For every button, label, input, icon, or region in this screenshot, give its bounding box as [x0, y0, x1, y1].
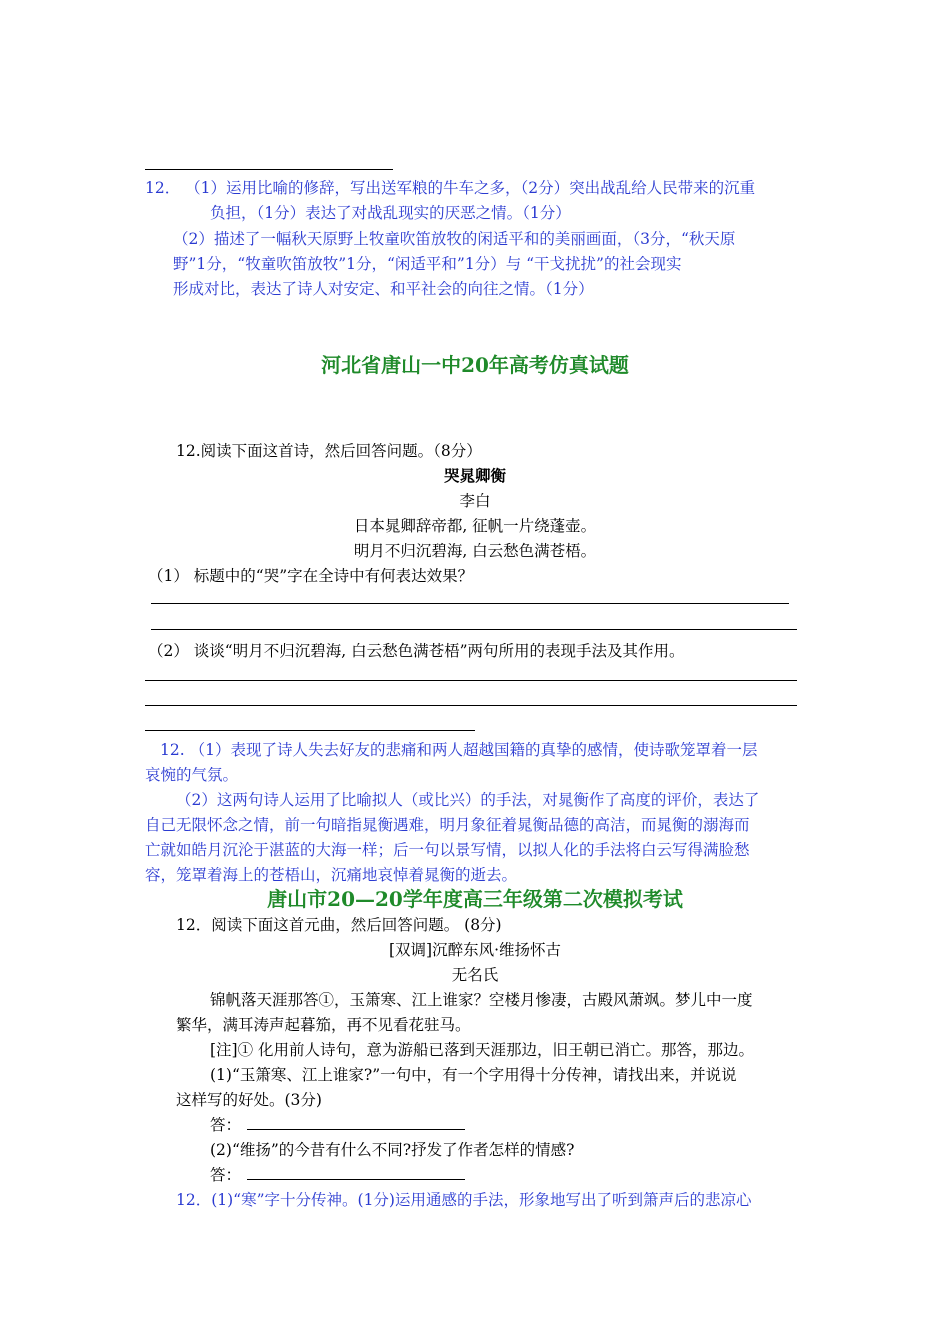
qu-author: 无名氏: [451, 966, 499, 984]
qu-title: [双调]沉醉东风·维扬怀古: [388, 941, 562, 959]
answer-label-1: 答：: [210, 1116, 242, 1134]
section-1-q2: （2） 谈谈“明月不归沉碧海, 白云愁色满苍梧”两句所用的表现手法及其作用。: [148, 642, 685, 660]
answer-2-line-6: 容，笼罩着海上的苍梧山，沉痛地哀悼着晁衡的逝去。: [145, 866, 518, 884]
footnote-rule: [145, 169, 393, 170]
answer-2-line-4: 自己无限怀念之情，前一句暗指晁衡遇难，明月象征着晁衡品德的高洁，而晁衡的溺海而: [145, 816, 750, 834]
answer-field-2[interactable]: [210, 1163, 465, 1185]
footnote-rule-2: [145, 730, 475, 731]
answer-blank-1[interactable]: [247, 1115, 465, 1130]
answer-blank-2[interactable]: [247, 1165, 465, 1180]
section-2-q2: (2)“维扬”的今昔有什么不同?抒发了作者怎样的情感?: [210, 1141, 575, 1159]
answer-label-2: 答：: [210, 1166, 242, 1184]
qu-note: [注]① 化用前人诗句，意为游船已落到天涯那边，旧王朝已消亡。那答，那边。: [210, 1041, 755, 1059]
qu-text-line-2: 繁华，满耳涛声起暮笳，再不见看花驻马。: [176, 1016, 471, 1034]
section-2-question-intro: 12．阅读下面这首元曲，然后回答问题。 (8分): [176, 916, 502, 934]
answer-1-line-3: （2）描述了一幅秋天原野上牧童吹笛放牧的闲适平和的美丽画面，（3分，“秋天原: [173, 230, 736, 248]
section-2-title: 唐山市20—20学年度高三年级第二次模拟考试: [267, 887, 683, 911]
poem-line-2: 明月不归沉碧海, 白云愁色满苍梧。: [353, 542, 597, 560]
answer-1-line-1: 12． （1）运用比喻的修辞，写出送军粮的牛车之多，（2分）突出战乱给人民带来的沉重: [145, 179, 756, 197]
poem-line-1: 日本晁卿辞帝都, 征帆一片绕蓬壶。: [353, 517, 597, 535]
answer-2-line-3: （2）这两句诗人运用了比喻拟人（或比兴）的手法，对晁衡作了高度的评价，表达了: [176, 791, 760, 809]
answer-2-line-5: 亡就如皓月沉沦于湛蓝的大海一样；后一句以景写情，以拟人化的手法将白云写得满脸愁: [145, 841, 750, 859]
section-2-q1-line-1: (1)“玉箫寒、江上谁家?”一句中，有一个字用得十分传神，请找出来，并说说: [210, 1066, 737, 1084]
q2-answer-line-1[interactable]: [145, 680, 797, 681]
section-1-q1: （1） 标题中的“哭”字在全诗中有何表达效果？: [148, 567, 474, 585]
answer-2-line-1: 12. （1）表现了诗人失去好友的悲痛和两人超越国籍的真挚的感情，使诗歌笼罩着一层: [160, 741, 758, 759]
q2-answer-line-2[interactable]: [145, 705, 797, 706]
answer-2-line-2: 哀惋的气氛。: [145, 766, 239, 784]
answer-1-line-4: 野”1分，“牧童吹笛放牧”1分，“闲适平和”1分）与 “干戈扰扰”的社会现实: [173, 255, 682, 273]
qu-text-line-1: 锦帆落天涯那答①，玉箫寒、江上谁家？空楼月惨凄，古殿风萧飒。梦儿中一度: [210, 991, 753, 1009]
answer-1-line-2: 负担，（1分）表达了对战乱现实的厌恶之情。（1分）: [210, 204, 571, 222]
answer-1-line-5: 形成对比，表达了诗人对安定、和平社会的向往之情。（1分）: [173, 280, 594, 298]
q1-answer-line-2[interactable]: [151, 629, 797, 630]
poem-title: 哭晁卿衡: [443, 466, 506, 485]
poem-author: 李白: [459, 492, 491, 510]
section-1-title: 河北省唐山一中20年高考仿真试题: [321, 353, 629, 377]
section-2-q1-line-2: 这样写的好处。(3分): [176, 1091, 322, 1109]
q1-answer-line-1[interactable]: [151, 603, 789, 604]
section-2-answer-line: 12．(1)“寒”字十分传神。(1分)运用通感的手法，形象地写出了听到箫声后的悲凉心: [176, 1191, 752, 1209]
section-1-question-intro: 12.阅读下面这首诗，然后回答问题。（8分）: [176, 442, 482, 460]
answer-field-1[interactable]: [210, 1113, 465, 1135]
